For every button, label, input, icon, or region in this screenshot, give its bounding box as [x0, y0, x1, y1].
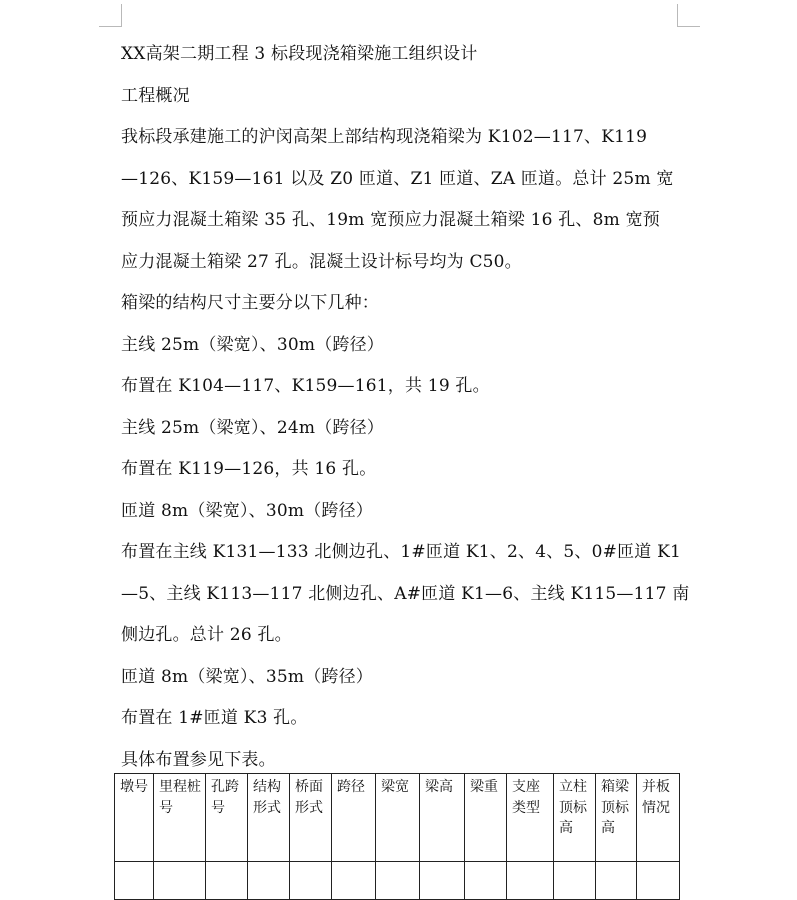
page-margin-corner-top-right	[677, 4, 700, 27]
header-bearing-type: 支座类型	[507, 774, 554, 862]
table-header-row	[115, 774, 680, 862]
header-structure-type: 结构形式	[248, 774, 290, 862]
header-beam-width: 梁宽	[376, 774, 420, 862]
header-column-top-elevation: 立柱顶标高	[554, 774, 596, 862]
intro-line-1: 我标段承建施工的沪闵高架上部结构现浇箱梁为 K102—117、K119	[121, 127, 648, 147]
header-span: 跨径	[332, 774, 376, 862]
type3-location-line-2: —5、主线 K113—117 北侧边孔、A#匝道 K1—6、主线 K115—117 南	[121, 583, 690, 604]
section-heading: 工程概况	[121, 85, 190, 106]
intro-line-2: —126、K159—161 以及 Z0 匝道、Z1 匝道、ZA 匝道。总计 25m 宽	[121, 168, 674, 189]
structure-intro: 箱梁的结构尺寸主要分以下几种：	[121, 293, 379, 313]
intro-line-3: 预应力混凝土箱梁 35 孔、19m 宽预应力混凝土箱梁 16 孔、8m 宽预	[121, 210, 660, 230]
header-beam-weight: 梁重	[465, 774, 507, 862]
type3-location-line-3: 侧边孔。总计 26 孔。	[121, 625, 292, 645]
table-reference: 具体布置参见下表。	[121, 749, 276, 770]
type2-location: 布置在 K119—126，共 16 孔。	[121, 459, 377, 479]
document-body	[121, 34, 690, 781]
type4-location: 布置在 1#匝道 K3 孔。	[121, 708, 308, 728]
type3-location-line-1: 布置在主线 K131—133 北侧边孔、1#匝道 K1、2、4、5、0#匝道 K1	[121, 542, 682, 562]
header-girder-top-elevation: 箱梁顶标高	[596, 774, 637, 862]
table-row	[115, 862, 680, 900]
type2-spec: 主线 25m（梁宽）、24m（跨径）	[121, 417, 385, 438]
header-deck-type: 桥面形式	[290, 774, 332, 862]
page-margin-corner-top-left	[99, 4, 122, 27]
layout-table	[114, 773, 680, 900]
header-beam-height: 梁高	[420, 774, 465, 862]
header-span-no: 孔跨号	[206, 774, 248, 862]
intro-line-4: 应力混凝土箱梁 27 孔。混凝土设计标号均为 C50。	[121, 251, 522, 272]
header-pier-no: 墩号	[115, 774, 154, 862]
header-merge-status: 并板情况	[637, 774, 680, 862]
type1-spec: 主线 25m（梁宽）、30m（跨径）	[121, 334, 385, 355]
type4-spec: 匝道 8m（梁宽）、35m（跨径）	[121, 666, 373, 687]
type3-spec: 匝道 8m（梁宽）、30m（跨径）	[121, 500, 373, 521]
header-chainage: 里程桩号	[154, 774, 206, 862]
document-title: XX高架二期工程 3 标段现浇箱梁施工组织设计	[121, 44, 478, 64]
type1-location: 布置在 K104—117、K159—161，共 19 孔。	[121, 376, 490, 396]
